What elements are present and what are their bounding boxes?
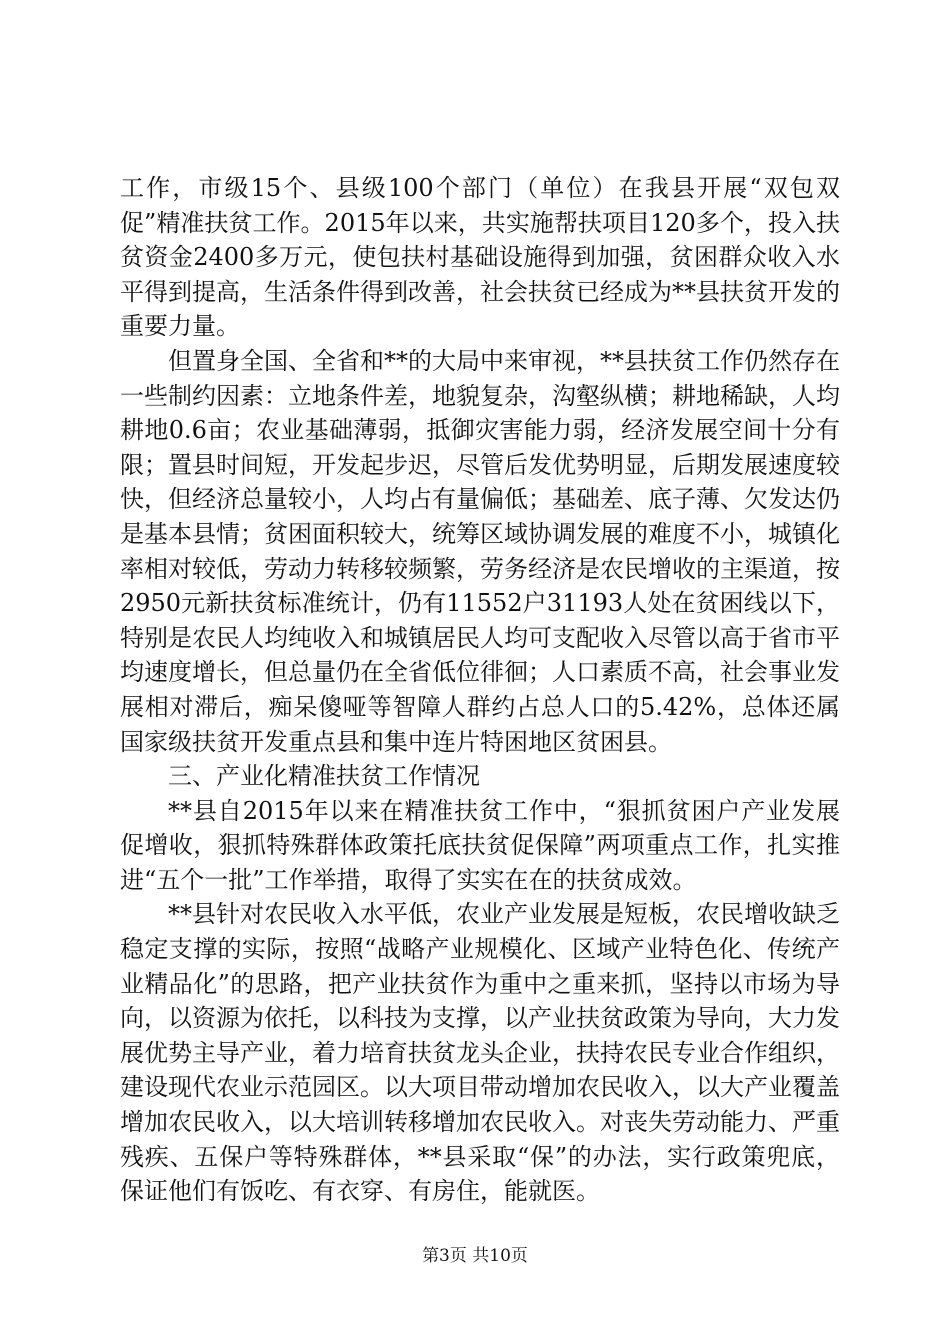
paragraph-industry-support: **县针对农民收入水平低，农业产业发展是短板，农民增收缺乏稳定支撑的实际，按照“战略产业规模化、区域产业特色化、传统产业精品化”的思路，把产业扶贫作为重中之重来抓，坚持以市场为导向，以资源为依托，以科技为支撑，以产业扶贫政策为导向，大力发展优势主导产业，着力培育扶贫龙头企业，扶持农民专业合作组织，建设现代农业示范园区。以大项目带动增加农民收入，以大产业覆盖增加农民收入，以大培训转移增加农民收入。对丧失劳动能力、严重残疾、五保户等特殊群体，**县采取“保”的办法，实行政策兜底，保证他们有饭吃、有衣穿、有房住，能就医。: [120, 900, 840, 1206]
page-number: 第3页 共10页: [422, 1246, 528, 1266]
paragraph-key-work: **县自2015年以来在精准扶贫工作中，“狠抓贫困户产业发展促增收，狠抓特殊群体政策托底扶贫促保障”两项重点工作，扎实推进“五个一批”工作举措，取得了实实在在的扶贫成效。: [120, 796, 840, 894]
paragraph-constraints: 但置身全国、全省和**的大局中来审视，**县扶贫工作仍然存在一些制约因素：立地条件差，地貌复杂，沟壑纵横；耕地稀缺，人均耕地0.6亩；农业基础薄弱，抵御灾害能力弱，经济发展空间十分有限；置县时间短，开发起步迟，尽管后发优势明显，后期发展速度较快，但经济总量较小，人均占有量偏低；基础差、底子薄、欠发达仍是基本县情；贫困面积较大，统筹区域协调发展的难度不小，城镇化率相对较低，劳动力转移较频繁，劳务经济是农民增收的主渠道，按2950元新扶贫标准统计，仍有11552户31193人处在贫困线以下，特别是农民人均纯收入和城镇居民人均可支配收入尽管以高于省市平均速度增长，但总量仍在全省低位徘徊；人口素质不高，社会事业发展相对滞后，痴呆傻哑等智障人群约占总人口的5.42%，总体还属国家级扶贫开发重点县和集中连片特困地区贫困县。: [120, 346, 840, 756]
paragraph-social-poverty-alleviation: 工作，市级15个、县级100个部门（单位）在我县开展“双包双促”精准扶贫工作。2015年以来，共实施帮扶项目120多个，投入扶贫资金2400多万元，使包扶村基础设施得到加强，贫困群众收入水平得到提高，生活条件得到改善，社会扶贫已经成为**县扶贫开发的重要力量。: [120, 174, 840, 341]
section-heading: 三、产业化精准扶贫工作情况: [168, 762, 480, 791]
document-body: [120, 171, 840, 1209]
